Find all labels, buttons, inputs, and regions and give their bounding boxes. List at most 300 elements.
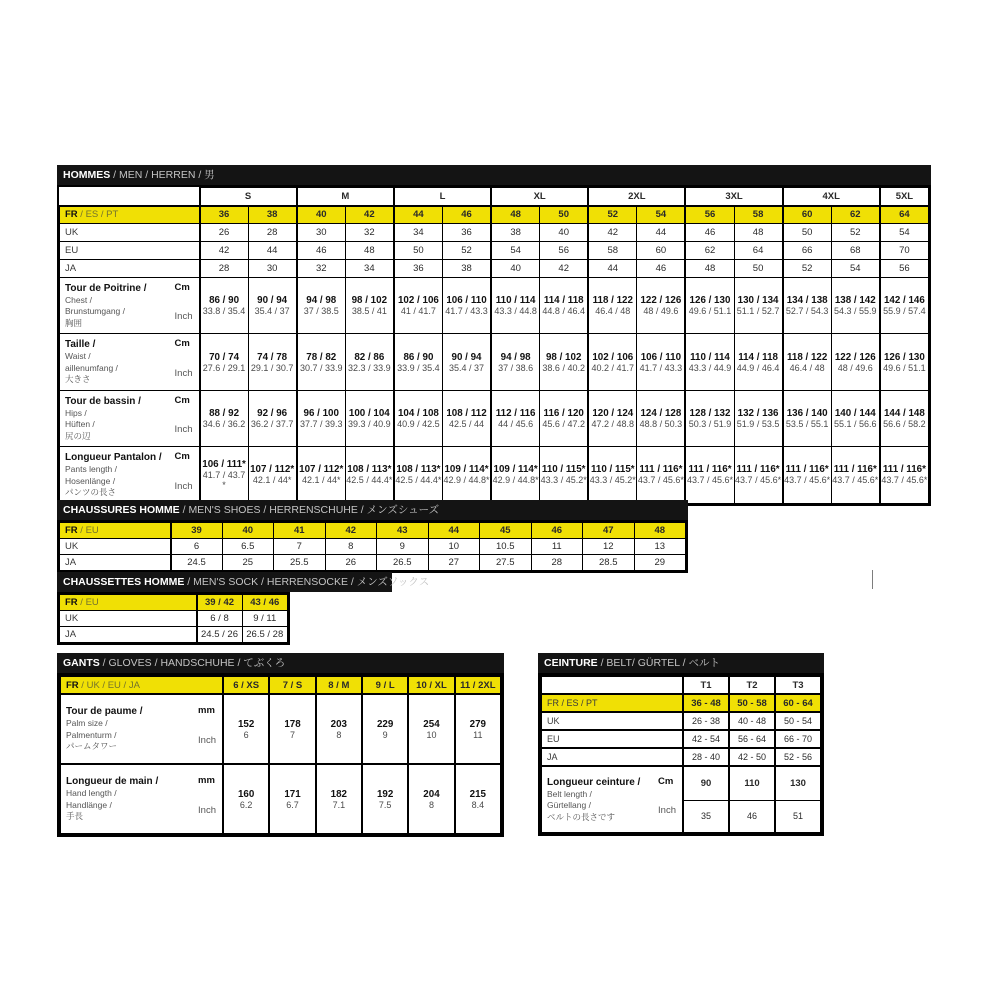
size-group-cell: L — [394, 188, 491, 206]
measure-value-cell — [408, 764, 454, 834]
inch-value: 48 / 49.6 — [837, 362, 873, 373]
measure-value-cell — [248, 447, 297, 503]
value-cell: 42 — [200, 242, 249, 260]
value-cell: 54 — [637, 206, 686, 224]
measure-value-cell — [540, 278, 589, 334]
shoes-section-header — [57, 500, 688, 520]
value-cell: 27 — [428, 555, 480, 571]
measure-value-cell — [394, 447, 443, 503]
inch-value: 6 — [243, 729, 249, 740]
metric-value: 92 / 96 — [257, 408, 288, 420]
measure-value-cell — [455, 764, 501, 834]
measure-value-cell — [637, 278, 686, 334]
row-label-segment: UK — [547, 716, 560, 726]
metric-value: 204 — [423, 788, 440, 800]
inch-value: 40.9 / 42.5 — [397, 419, 440, 430]
measure-value-cell — [588, 390, 637, 446]
metric-value: 229 — [376, 718, 394, 730]
value-cell: 24.5 / 26 — [197, 627, 243, 643]
metric-value: 136 / 140 — [786, 408, 828, 420]
value-cell: 42 - 50 — [729, 748, 775, 766]
metric-value-cell: 130 — [775, 766, 821, 800]
measure-value-cell — [223, 694, 269, 764]
section-title-translations: / BELT/ GÜRTEL / ベルト — [597, 657, 721, 669]
belt-grid — [540, 675, 822, 834]
value-cell: 66 - 70 — [775, 730, 821, 748]
metric-value: 108 / 113* — [347, 464, 392, 476]
value-cell: 9 / L — [362, 676, 408, 694]
value-cell: 44 — [428, 523, 480, 539]
value-cell: 32 — [345, 224, 394, 242]
metric-value: 126 / 130 — [883, 351, 925, 363]
value-cell: 48 — [345, 242, 394, 260]
metric-value: 102 / 106 — [397, 295, 439, 307]
measure-value-cell — [269, 764, 315, 834]
value-cell: 50 — [394, 242, 443, 260]
metric-value: 106 / 110 — [446, 295, 487, 307]
size-group-cell: XL — [491, 188, 588, 206]
measure-name: Tour de paume / — [66, 706, 143, 718]
inch-value: 43.7 / 45.6* — [686, 475, 733, 486]
measure-value-cell — [831, 390, 880, 446]
metric-value: 178 — [284, 718, 301, 730]
inch-value: 41.7 / 43.3 — [445, 306, 488, 317]
measure-label — [60, 694, 223, 764]
measure-value-cell — [223, 764, 269, 834]
value-cell: 30 — [297, 224, 346, 242]
section-title: CEINTURE — [544, 657, 598, 669]
measure-value-cell — [442, 390, 491, 446]
inch-value: 34.6 / 36.2 — [202, 419, 246, 430]
row-label-segment: JA — [547, 752, 558, 762]
row-label-segment: FR — [65, 209, 78, 221]
inch-value: 7.5 — [378, 799, 392, 810]
metric-value: 142 / 146 — [883, 295, 925, 307]
inch-value: 30.7 / 33.9 — [299, 362, 343, 373]
mens-section-header — [57, 165, 931, 185]
value-cell: 26 — [325, 555, 377, 571]
value-cell: 50 - 58 — [729, 694, 775, 712]
metric-value: 130 / 134 — [737, 295, 779, 307]
inch-value: 46.4 / 48 — [789, 362, 825, 373]
metric-value: 111 / 116* — [833, 464, 877, 476]
measure-value-cell — [248, 334, 297, 390]
metric-value: 203 — [330, 718, 347, 730]
row-label-segment: EU — [65, 245, 79, 256]
metric-value: 88 / 92 — [209, 408, 240, 420]
metric-value: 128 / 132 — [689, 408, 731, 420]
row-label-segment: EU — [547, 734, 560, 744]
value-cell: 9 / 11 — [242, 611, 288, 627]
value-cell: 52 - 56 — [775, 748, 821, 766]
metric-value: 107 / 112* — [250, 464, 295, 476]
metric-value: 144 / 148 — [883, 408, 925, 420]
measure-value-cell — [783, 334, 832, 390]
row-label — [60, 224, 200, 242]
row-label-segment: UK — [65, 541, 79, 552]
inch-value: 42.1 / 44* — [301, 475, 341, 486]
measure-value-cell — [345, 278, 394, 334]
size-group-cell: 4XL — [783, 188, 880, 206]
unit-label: Inch — [174, 367, 193, 379]
inch-value: 33.9 / 35.4 — [397, 362, 440, 373]
inch-value: 35.4 / 37 — [254, 306, 290, 317]
measure-name-translation: パームタワー — [66, 741, 118, 752]
measure-value-cell — [637, 447, 686, 503]
measure-name-translation: Hand length / — [66, 788, 117, 799]
measure-value-cell — [297, 278, 346, 334]
section-title-translations: / MEN'S SOCK / HERRENSOCKE / メンズソックス — [184, 576, 430, 588]
measure-name-translation: Brunstumgang / — [65, 306, 126, 317]
measure-name-translation: Handlänge / — [66, 799, 112, 810]
value-cell: 28 — [248, 224, 297, 242]
mens-shoes-table — [57, 520, 688, 573]
row-label-segment: FR — [66, 679, 79, 691]
value-cell: 40 - 48 — [729, 712, 775, 730]
metric-value: 86 / 90 — [403, 351, 434, 363]
value-cell: 50 — [540, 206, 589, 224]
unit-label: Cm — [174, 394, 190, 406]
value-cell: 46 — [531, 523, 583, 539]
measure-value-cell — [491, 390, 540, 446]
value-cell: 42 - 54 — [683, 730, 729, 748]
metric-value: 112 / 116 — [495, 408, 536, 420]
inch-value: 41.7 / 43.7 * — [202, 470, 246, 491]
metric-value: 74 / 78 — [257, 351, 288, 363]
inch-value: 53.5 / 55.1 — [785, 419, 829, 430]
measure-name: Tour de Poitrine / — [65, 283, 147, 294]
value-cell: 52 — [831, 224, 880, 242]
inch-value: 6.7 — [286, 799, 299, 810]
metric-value: 192 — [376, 788, 394, 800]
measure-value-cell — [831, 334, 880, 390]
row-label-segment: FR — [65, 525, 78, 536]
value-cell: 38 — [248, 206, 297, 224]
value-cell: 43 / 46 — [242, 595, 288, 611]
value-cell: 52 — [783, 260, 832, 278]
metric-value: 107 / 112* — [299, 464, 344, 476]
metric-value: 122 / 126 — [834, 351, 876, 363]
inch-value-cell: 46 — [729, 800, 775, 833]
row-label-segment: JA — [65, 629, 77, 640]
value-cell: 6 / XS — [223, 676, 269, 694]
value-cell: 26 - 38 — [683, 712, 729, 730]
value-cell: 9 — [377, 539, 429, 555]
row-label — [60, 627, 197, 643]
inch-value: 55.1 / 56.6 — [833, 419, 877, 430]
mens-socks-table — [57, 592, 290, 645]
inch-value: 39.3 / 40.9 — [348, 419, 391, 430]
measure-name: Longueur ceinture / — [547, 776, 641, 788]
inch-value: 38.6 / 40.2 — [542, 362, 585, 373]
measure-name-translation: Hips / — [65, 407, 87, 418]
measure-value-cell — [200, 447, 249, 503]
metric-value: 114 / 118 — [543, 295, 584, 307]
inch-value-cell: 51 — [775, 800, 821, 833]
value-cell: 68 — [831, 242, 880, 260]
unit-label: mm — [198, 775, 215, 787]
row-label-segment: UK — [65, 227, 79, 238]
value-cell: 26 — [200, 224, 249, 242]
measure-value-cell — [297, 447, 346, 503]
measure-name-translation: Hosenlänge / — [65, 475, 116, 486]
measure-label — [60, 334, 200, 390]
row-label — [60, 206, 200, 224]
value-cell: 6.5 — [222, 539, 274, 555]
size-group-cell: 5XL — [880, 188, 929, 206]
metric-value: 111 / 116* — [882, 464, 926, 476]
value-cell: 39 / 42 — [197, 595, 243, 611]
metric-value: 106 / 110 — [640, 351, 682, 363]
inch-value: 48 / 49.6 — [643, 306, 679, 317]
value-cell: 6 / 8 — [197, 611, 243, 627]
value-cell: 62 — [831, 206, 880, 224]
unit-label: Inch — [198, 804, 216, 816]
measure-value-cell — [345, 447, 394, 503]
value-cell: 50 - 54 — [775, 712, 821, 730]
measure-value-cell — [297, 390, 346, 446]
metric-value: 90 / 94 — [257, 295, 288, 307]
value-cell: 10 / XL — [408, 676, 454, 694]
inch-value: 37 / 38.6 — [498, 362, 534, 373]
measure-value-cell — [269, 694, 315, 764]
row-label — [60, 676, 223, 694]
inch-value: 6.2 — [239, 799, 253, 810]
measure-value-cell — [685, 278, 734, 334]
measure-name-translation: Waist / — [65, 351, 91, 362]
value-cell: 34 — [345, 260, 394, 278]
row-label — [541, 712, 683, 730]
measure-value-cell — [394, 390, 443, 446]
measure-value-cell — [540, 447, 589, 503]
inch-value: 27.6 / 29.1 — [202, 362, 246, 373]
mens-socks-section — [57, 572, 430, 645]
measure-name-translation: Belt length / — [547, 788, 592, 799]
section-title-translations: / MEN'S SHOES / HERRENSCHUHE / メンズシューズ — [179, 504, 440, 516]
unit-label: Inch — [198, 734, 216, 746]
value-cell: 36 — [200, 206, 249, 224]
inch-value: 46.4 / 48 — [595, 306, 631, 317]
metric-value-cell: 110 — [729, 766, 775, 800]
inch-value: 42.9 / 44.8* — [492, 475, 539, 486]
value-cell: 62 — [685, 242, 734, 260]
measure-name-translation: Gürtellang / — [547, 800, 591, 811]
value-cell: 41 — [274, 523, 326, 539]
size-group-cell: M — [297, 188, 394, 206]
section-title: CHAUSSURES HOMME — [63, 504, 180, 516]
row-label — [541, 730, 683, 748]
gloves-grid — [59, 675, 502, 835]
value-cell: 48 — [634, 523, 686, 539]
measure-label — [60, 764, 223, 834]
metric-value: 109 / 114* — [493, 464, 538, 476]
measure-value-cell — [831, 447, 880, 503]
measure-value-cell — [783, 390, 832, 446]
belt-section — [538, 653, 824, 836]
value-cell: 27.5 — [480, 555, 532, 571]
measure-value-cell — [734, 278, 783, 334]
metric-value: 114 / 118 — [738, 351, 778, 363]
inch-value: 29.1 / 30.7 — [250, 362, 294, 373]
gloves-table — [57, 673, 504, 837]
value-cell: 60 — [783, 206, 832, 224]
value-cell: 34 — [394, 224, 443, 242]
measure-value-cell — [491, 278, 540, 334]
value-cell: 36 — [394, 260, 443, 278]
inch-value: 8 — [428, 799, 434, 810]
metric-value: 116 / 120 — [543, 408, 584, 420]
measure-value-cell — [540, 334, 589, 390]
measure-value-cell — [442, 447, 491, 503]
size-group-cell: 3XL — [685, 188, 782, 206]
metric-value: 122 / 126 — [640, 295, 682, 307]
measure-value-cell — [316, 764, 362, 834]
measure-value-cell — [316, 694, 362, 764]
metric-value: 138 / 142 — [834, 295, 876, 307]
belt-section-header — [538, 653, 824, 673]
measure-value-cell — [491, 334, 540, 390]
inch-value: 51.1 / 52.7 — [736, 306, 780, 317]
socks-grid — [59, 594, 288, 643]
row-label — [60, 523, 171, 539]
value-cell: 10 — [428, 539, 480, 555]
value-cell: 46 — [685, 224, 734, 242]
inch-value: 40.2 / 41.7 — [591, 362, 635, 373]
metric-value: 108 / 112 — [446, 408, 487, 420]
inch-value: 52.7 / 54.3 — [785, 306, 829, 317]
measure-value-cell — [362, 764, 408, 834]
value-cell: 28.5 — [583, 555, 635, 571]
metric-value: 111 / 116* — [688, 464, 732, 476]
inch-value: 11 — [473, 729, 483, 740]
value-cell: 38 — [442, 260, 491, 278]
row-label — [60, 611, 197, 627]
measure-value-cell — [588, 447, 637, 503]
measure-name: Tour de bassin / — [65, 395, 141, 407]
row-label-segment: / UK / EU / JA — [78, 679, 140, 691]
inch-value: 43.7 / 45.6* — [832, 475, 879, 486]
measure-value-cell — [297, 334, 346, 390]
measure-value-cell — [734, 334, 783, 390]
mens-sizes-section — [57, 165, 931, 506]
metric-value: 82 / 86 — [354, 351, 385, 363]
metric-value: 78 / 82 — [306, 351, 337, 363]
inch-value: 43.7 / 45.6* — [881, 475, 928, 486]
row-label-segment: FR / ES / PT — [547, 698, 598, 708]
inch-value: 36.2 / 37.7 — [250, 419, 294, 430]
main-grid — [59, 187, 929, 504]
gloves-section — [57, 653, 504, 837]
value-cell: 54 — [880, 224, 929, 242]
inch-value: 43.7 / 45.6* — [784, 475, 831, 486]
measure-value-cell — [685, 390, 734, 446]
measure-value-cell — [637, 390, 686, 446]
measure-value-cell — [362, 694, 408, 764]
value-cell: 54 — [831, 260, 880, 278]
measure-value-cell — [685, 334, 734, 390]
section-title: CHAUSSETTES HOMME — [63, 576, 185, 588]
measure-value-cell — [394, 334, 443, 390]
inch-value: 55.9 / 57.4 — [883, 306, 926, 317]
metric-value: 106 / 111* — [202, 459, 246, 471]
corner-cell — [60, 188, 200, 206]
inch-value: 7.1 — [332, 799, 346, 810]
measure-name-translation: 尻の辺 — [65, 430, 91, 441]
inch-value: 8.4 — [471, 799, 485, 810]
inch-value: 54.3 / 55.9 — [833, 306, 877, 317]
measure-name-translation: Hüften / — [65, 419, 95, 430]
corner-cell — [541, 676, 683, 694]
mens-shoes-section — [57, 500, 688, 573]
measure-value-cell — [248, 278, 297, 334]
inch-value: 56.6 / 58.2 — [883, 419, 926, 430]
measure-value-cell — [783, 278, 832, 334]
inch-value: 43.3 / 45.2* — [540, 475, 587, 486]
row-label-segment: UK — [65, 613, 79, 624]
inch-value: 42.5 / 44.4* — [346, 475, 393, 486]
inch-value: 44 / 45.6 — [498, 419, 534, 430]
measure-name: Taille / — [65, 339, 96, 351]
measure-value-cell — [734, 390, 783, 446]
inch-value: 38.5 / 41 — [351, 306, 387, 317]
measure-value-cell — [345, 390, 394, 446]
measure-value-cell — [880, 278, 929, 334]
inch-value: 42.9 / 44.8* — [443, 475, 490, 486]
metric-value: 109 / 114* — [444, 464, 489, 476]
measure-name-translation: Chest / — [65, 295, 92, 305]
inch-value: 42.5 / 44.4* — [395, 475, 442, 486]
value-cell: 52 — [442, 242, 491, 260]
value-cell: 29 — [634, 555, 686, 571]
value-cell: 25.5 — [274, 555, 326, 571]
value-cell: 45 — [480, 523, 532, 539]
value-cell: 28 — [200, 260, 249, 278]
value-cell: 56 — [685, 206, 734, 224]
value-cell: 48 — [491, 206, 540, 224]
inch-value: 48.8 / 50.3 — [639, 419, 683, 430]
inch-value: 41 / 41.7 — [400, 306, 436, 317]
value-cell: 11 / 2XL — [455, 676, 501, 694]
section-title-translations: / GLOVES / HANDSCHUHE / てぶくろ — [99, 657, 286, 669]
metric-value: 118 / 122 — [592, 295, 633, 307]
measure-value-cell — [685, 447, 734, 503]
inch-value: 44.9 / 46.4 — [736, 362, 780, 373]
inch-value: 43.3 / 45.2* — [589, 475, 636, 486]
inch-value: 10 — [426, 729, 437, 740]
value-cell: 36 — [442, 224, 491, 242]
measure-value-cell — [734, 447, 783, 503]
measure-name: Longueur Pantalon / — [65, 452, 162, 464]
inch-value-cell: 35 — [683, 800, 729, 833]
unit-label: Cm — [174, 338, 190, 350]
value-cell: 28 - 40 — [683, 748, 729, 766]
measure-value-cell — [783, 447, 832, 503]
value-cell: 40 — [491, 260, 540, 278]
row-label — [60, 539, 171, 555]
row-label — [541, 694, 683, 712]
measure-value-cell — [880, 334, 929, 390]
value-cell: 58 — [734, 206, 783, 224]
value-cell: 42 — [345, 206, 394, 224]
value-cell: 43 — [377, 523, 429, 539]
value-cell: 30 — [248, 260, 297, 278]
value-cell: 64 — [734, 242, 783, 260]
value-cell: 48 — [685, 260, 734, 278]
measure-value-cell — [442, 334, 491, 390]
inch-value: 43.3 / 44.8 — [494, 306, 537, 317]
measure-label — [60, 447, 200, 503]
unit-label: Inch — [174, 311, 193, 323]
